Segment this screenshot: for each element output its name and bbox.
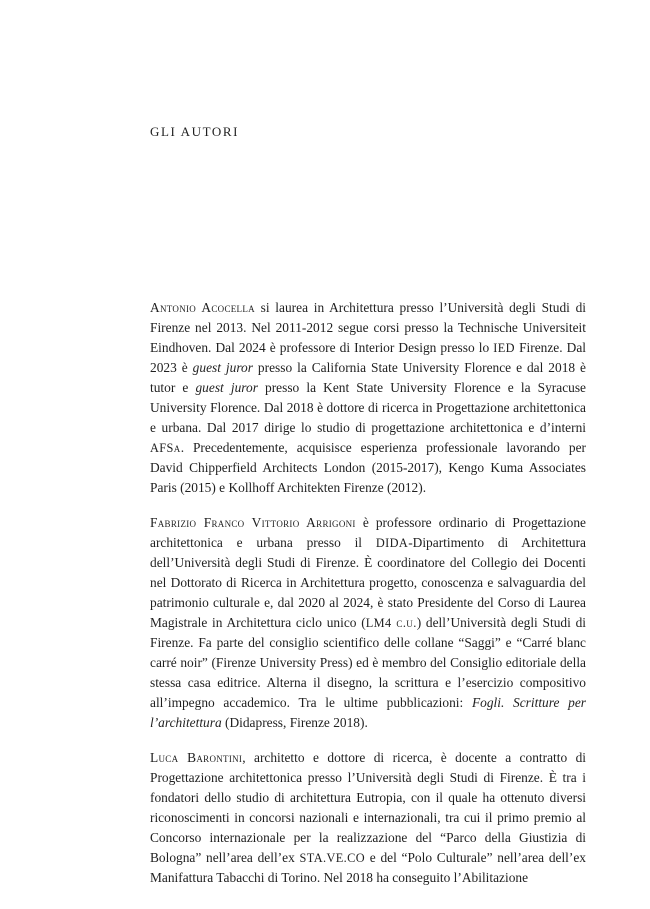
bio-text: . Precedentemente, acquisisce esperienza professionale lavorando per David Chipperfield Architects London (2015-2017), Kengo Kuma Associates Paris (2015) e Kollhoff Architekten Firenze (2012).	[150, 440, 586, 495]
bio-text: è professore ordinario di Progettazione architettonica e urbana presso il	[150, 515, 586, 550]
bio-abbreviation: DIDA	[375, 536, 409, 550]
author-bios	[150, 298, 586, 903]
bio-text: Firenze. Dal 2023 è	[150, 340, 587, 375]
author-name: Fabrizio Franco Vittorio Arrigoni	[150, 515, 356, 530]
bio-text: , architetto e dottore di ricerca, è docente a contratto di Progettazione architettonica presso l’Università degli Studi di Firenze. È tra i fondatori dello studio di architettura Eutropia, con il quale ha ottenuto diversi riconoscimenti in concorsi nazionali e internazionali, tra cui il primo premio al Concorso internazionale per la realizzazione del “Parco della Giustizia di Bologna” nell’area dell’ex	[150, 750, 586, 865]
bio-text: e del “Polo Culturale” nell’area dell’ex Manifattura Tabacchi di Torino. Nel 2018 ha conseguito l’Abilitazione	[150, 850, 587, 885]
bio-text: presso la California State University Florence e dal 2018 è tutor e	[150, 360, 587, 395]
bio-abbreviation: STA.VE.CO	[299, 851, 366, 865]
bio-abbreviation: IED	[493, 341, 515, 355]
author-name: Luca Barontini	[150, 750, 243, 765]
bio-text: ) dell’Università degli Studi di Firenze. Fa parte del consiglio scientifico delle collane “Saggi” e “Carré blanc carré noir” (Firenze University Press) ed è membro del Consiglio editoriale della stessa casa editrice. Alterna il disegno, la scrittura e l’esercizio compositivo all’impegno accademico. Tra le ultime pubblicazioni:	[150, 615, 586, 710]
bio-luca-barontini	[150, 748, 586, 888]
bio-text: -Dipartimento di Architettura dell’Università degli Studi di Firenze. È coordinatore del Collegio dei Docenti nel Dottorato di Ricerca in Architettura progetto, conoscenza e salvaguardia del patrimonio culturale e, dal 2020 al 2024, è stato Presidente del Corso di Laurea Magistrale in Architettura ciclo unico (	[150, 535, 586, 630]
author-name: Antonio Acocella	[150, 300, 255, 315]
bio-abbreviation: LM4 c.u.	[365, 616, 417, 630]
bio-text: (Didapress, Firenze 2018).	[221, 715, 368, 730]
bio-text: si laurea in Architettura presso l’Università degli Studi di Firenze nel 2013. Nel 2011-2012 segue corsi presso la Technische Universiteit Eindhoven. Dal 2024 è professore di Interior Design presso lo	[150, 300, 587, 355]
section-heading: GLI AUTORI	[150, 124, 240, 139]
bio-italic: guest juror	[195, 380, 258, 395]
bio-fabrizio-arrigoni	[150, 513, 586, 733]
bio-antonio-acocella	[150, 298, 586, 498]
bio-italic: guest juror	[192, 360, 253, 375]
bio-italic: Fogli. Scritture per l’architettura	[150, 695, 586, 730]
bio-abbreviation: AFSa	[150, 441, 181, 455]
bio-text: presso la Kent State University Florence e la Syracuse University Florence. Dal 2018 è dottore di ricerca in Progettazione architettonica e urbana. Dal 2017 dirige lo studio di progettazione architettonica e d’interni	[150, 380, 586, 435]
